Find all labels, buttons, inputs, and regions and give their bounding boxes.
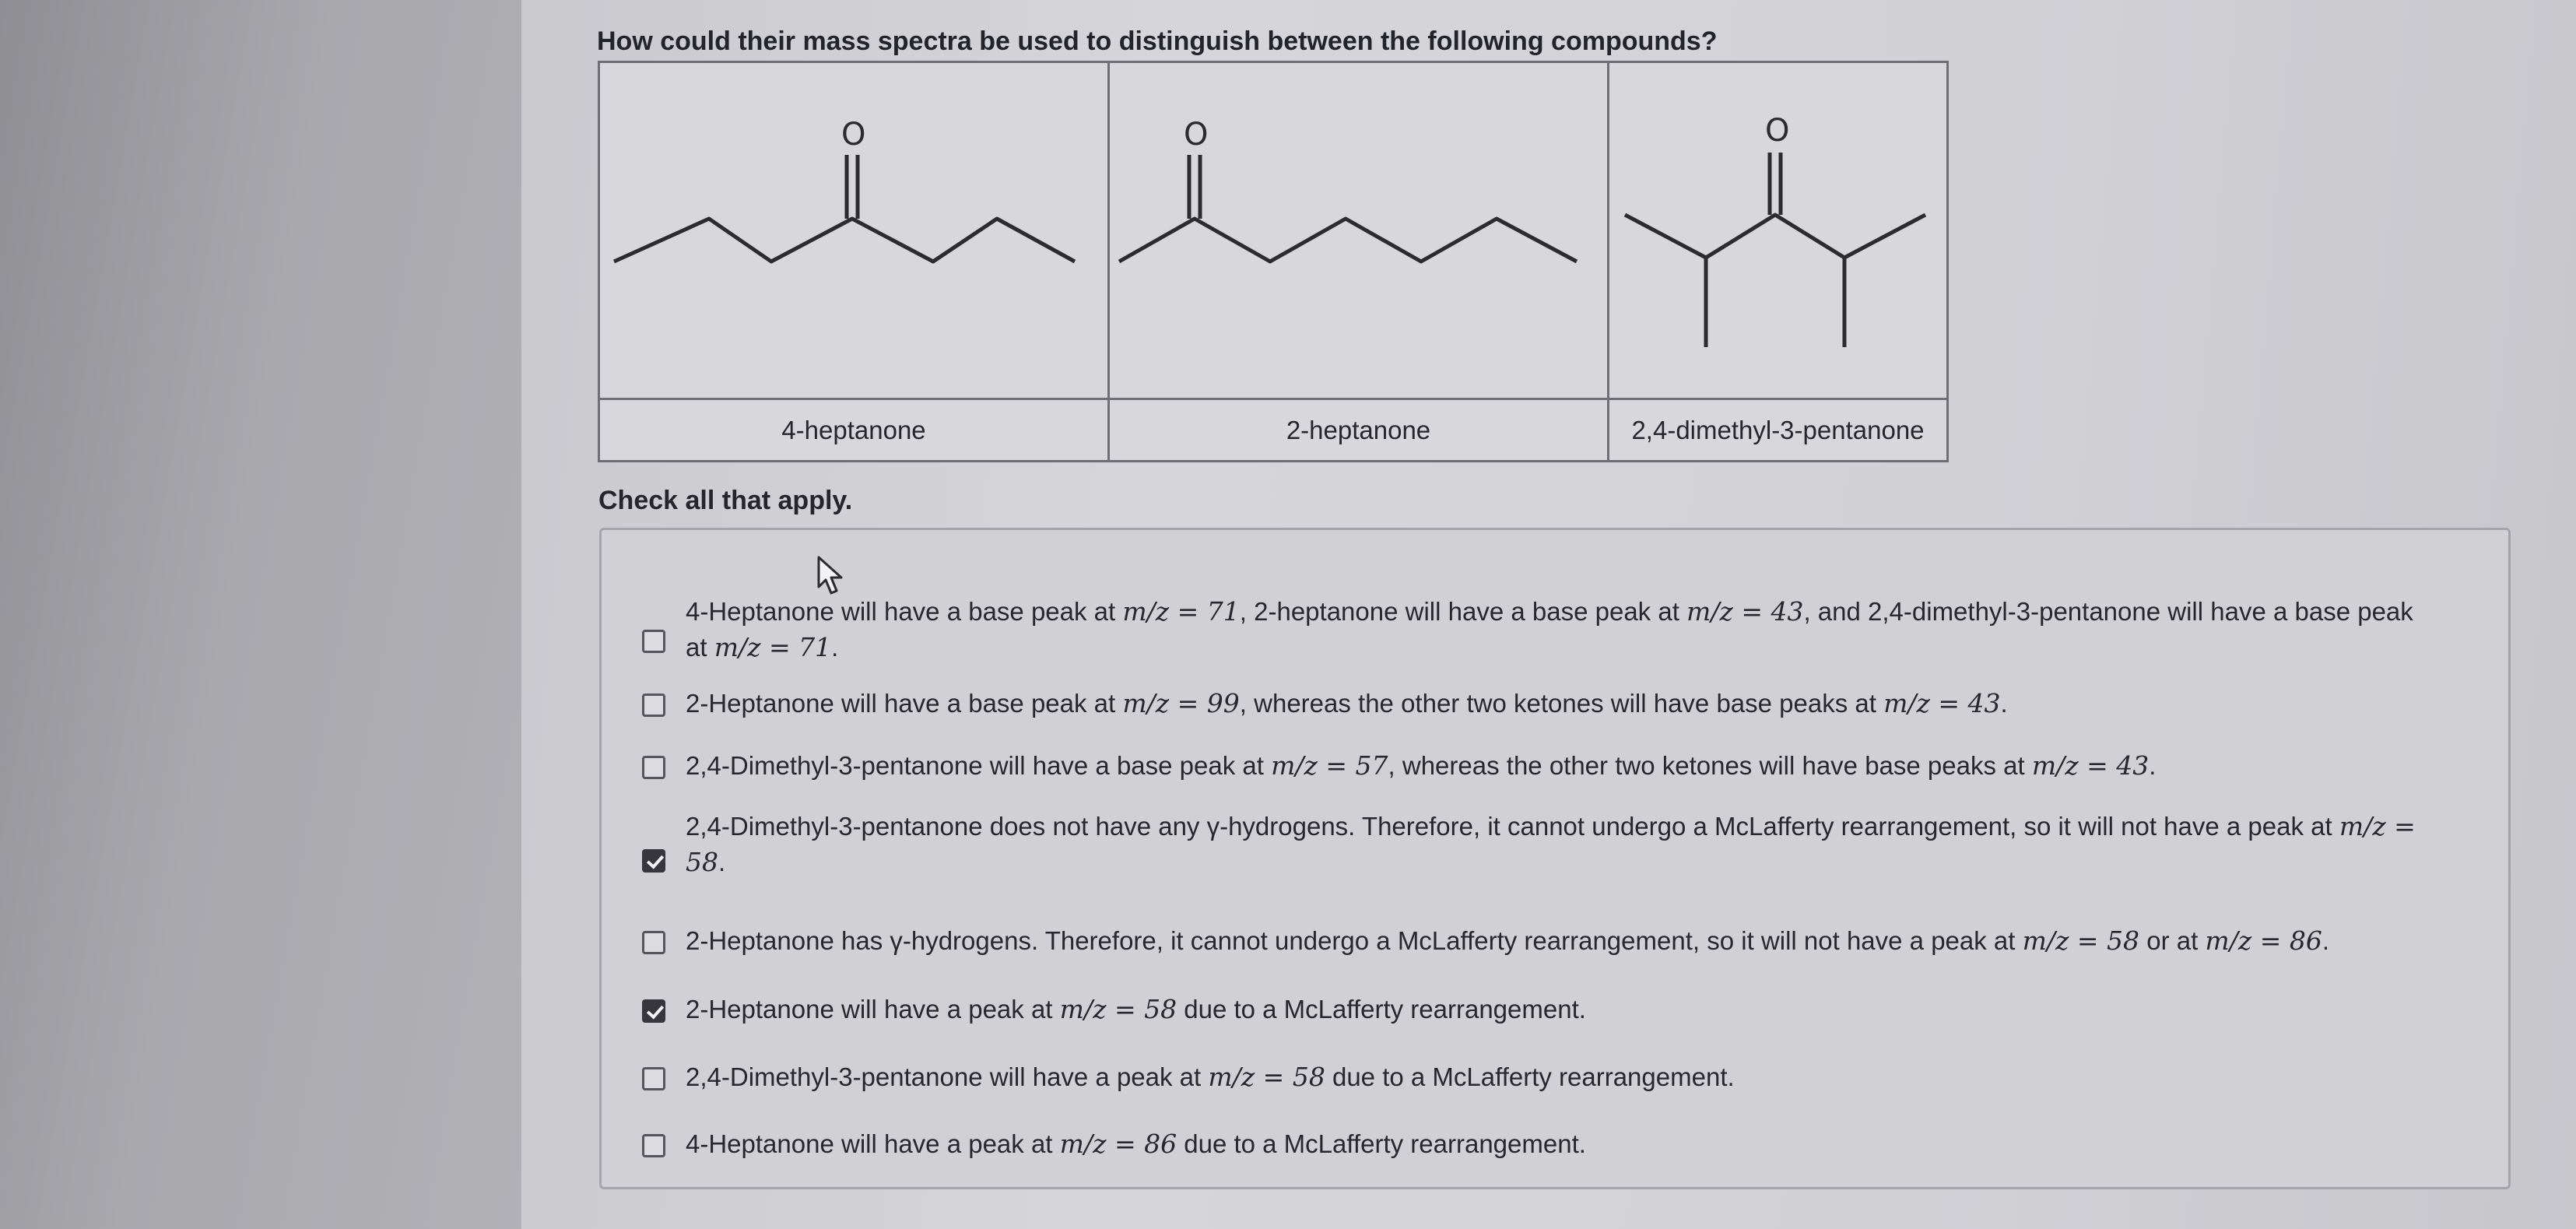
option-label: 2,4-Dimethyl-3-pentanone does not have any γ-hydrogens. Therefore, it cannot undergo a McLafferty rearrangement, so it will not have a peak at m/z = 58.: [686, 811, 2416, 877]
option-label: 2-Heptanone will have a peak at m/z = 58 due to a McLafferty rearrangement.: [686, 994, 1586, 1024]
checkbox-option-1[interactable]: [642, 630, 665, 653]
compound-name-2-heptanone: 2-heptanone: [1110, 398, 1609, 460]
skeletal-structure-2-4-dimethyl-3-pentanone: [1609, 63, 1952, 398]
instruction-text: Check all that apply.: [598, 486, 853, 515]
oxygen-label: O: [841, 117, 866, 153]
option-label: 4-Heptanone will have a peak at m/z = 86 due to a McLafferty rearrangement.: [686, 1129, 1586, 1159]
option-label: 2,4-Dimethyl-3-pentanone will have a peak at m/z = 58 due to a McLafferty rearrangement.: [686, 1062, 1735, 1092]
oxygen-label: O: [1184, 117, 1209, 153]
mouse-pointer-icon: [816, 556, 847, 596]
checkbox-option-6[interactable]: [642, 999, 665, 1023]
structure-2-4-dimethyl-3-pentanone: [1609, 63, 1946, 398]
options-panel: [599, 528, 2511, 1189]
checkbox-option-8[interactable]: [642, 1134, 665, 1157]
question-text: How could their mass spectra be used to distinguish between the following compounds?: [597, 26, 1718, 56]
option-label: 2,4-Dimethyl-3-pentanone will have a base peak at m/z = 57, whereas the other two ketones will have base peaks at m/z = 43.: [686, 750, 2157, 781]
skeletal-structure-2-heptanone: [1110, 63, 1607, 398]
checkbox-option-4[interactable]: [642, 849, 665, 873]
checkbox-option-2[interactable]: [642, 694, 665, 717]
skeletal-structure-4-heptanone: [600, 63, 1107, 398]
checkbox-option-5[interactable]: [642, 931, 665, 954]
option-label: 2-Heptanone has γ-hydrogens. Therefore, it cannot undergo a McLafferty rearrangement, so it will not have a peak at m/z = 58 or at m/z = 86.: [686, 925, 2330, 956]
option-label: 2-Heptanone will have a base peak at m/z = 99, whereas the other two ketones will have base peaks at m/z = 43.: [686, 688, 2008, 718]
structure-4-heptanone: [600, 63, 1110, 398]
checkbox-option-7[interactable]: [642, 1067, 665, 1090]
structure-2-heptanone: [1110, 63, 1609, 398]
compound-name-4-heptanone: 4-heptanone: [600, 398, 1110, 460]
checkbox-option-3[interactable]: [642, 756, 665, 779]
option-label: 4-Heptanone will have a base peak at m/z = 71, 2-heptanone will have a base peak at m/z = 43, and 2,4-dimethyl-3-pentanone will have a base peak at m/z = 71.: [686, 596, 2413, 662]
oxygen-label: O: [1765, 113, 1790, 149]
compound-table: [598, 61, 1949, 462]
compound-name-2-4-dimethyl-3-pentanone: 2,4-dimethyl-3-pentanone: [1609, 398, 1946, 460]
